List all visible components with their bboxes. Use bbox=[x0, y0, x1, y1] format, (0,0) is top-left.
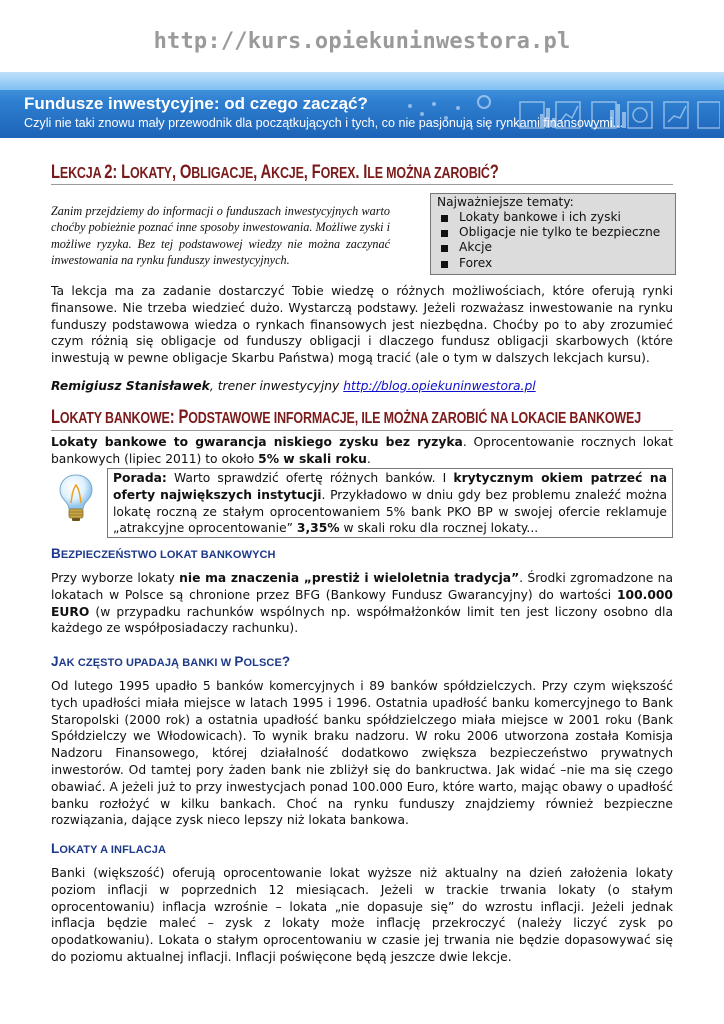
title-capital: , A bbox=[253, 162, 272, 183]
banner-strip bbox=[0, 72, 724, 90]
topic-item: Forex bbox=[437, 256, 669, 271]
title-smallcaps: OREX bbox=[320, 165, 356, 182]
section-title-rule bbox=[51, 430, 673, 431]
deposits-lead-rate: 5% w skali roku bbox=[258, 451, 367, 466]
author-signature bbox=[51, 379, 536, 393]
author-role: , trener inwestycyjny bbox=[209, 379, 344, 393]
tip-label: Porada: bbox=[113, 471, 167, 485]
inflation-paragraph: Banki (większość) oferują oprocentowanie lokat wyższe niż aktualny na dzień założenia lokaty poziom inflacji w poprzednich 12 miesiącach. Jeżeli w trackie trwania lokaty (o stałym oprocentowaniu) inflacja wzrośnie – lokata „nie dopasuje się” do wzrostu inflacji. Jeżeli jednak inflacja będzie maleć – zysk z lokaty może inflację przekroczyć (należy liczyć zysk po opodatkowaniu). Lokata o stałym oprocentowaniu w czasie jej trwania nie będzie dopasowywać się do poziomu aktualnej inflacji. Inflacji poświęcone będą jeszcze dwie lekcje. bbox=[51, 866, 673, 964]
title-capital: B bbox=[51, 546, 61, 561]
title-smallcaps: EKCJA bbox=[59, 165, 105, 182]
section-title-deposits bbox=[51, 407, 641, 429]
title-smallcaps: OKATY bbox=[129, 165, 172, 182]
lesson-title-rule bbox=[51, 184, 673, 185]
deposits-lead-end: . bbox=[366, 451, 371, 466]
safety-text: (w przypadku rachunków wspólnych np. współmałżonków limit ten jest liczony osobno dla każdego ze współposiadaczy rachunku). bbox=[51, 604, 673, 636]
title-capital: : P bbox=[169, 407, 189, 428]
tip-bold: krytycznym okiem patrzeć na oferty największych instytucji bbox=[113, 471, 667, 502]
title-smallcaps: ODSTAWOWE INFORMACJE, ILE MOŻNA ZAROBIĆ NA LOKACIE BANKOWEJ bbox=[188, 410, 641, 427]
title-capital: L bbox=[51, 407, 60, 428]
title-capital: 2: L bbox=[104, 162, 130, 183]
deposits-lead-text: . Oprocentowanie rocznych lokat bankowych (lipiec 2011) to około bbox=[51, 435, 673, 466]
topic-item: Lokaty bankowe i ich zyski bbox=[437, 210, 669, 225]
topic-item: Akcje bbox=[437, 240, 669, 255]
safety-text: Przy wyborze lokaty bbox=[51, 571, 180, 585]
topic-item: Obligacje nie tylko te bezpieczne bbox=[437, 225, 669, 240]
safety-limit: 100.000 EURO bbox=[51, 587, 673, 619]
title-capital: . I bbox=[355, 162, 368, 183]
title-smallcaps: LE MOŻNA ZAROBIĆ bbox=[367, 165, 490, 182]
topics-title: Najważniejsze tematy: bbox=[437, 195, 574, 209]
title-capital: ? bbox=[281, 654, 291, 669]
safety-bold: nie ma znaczenia „prestiż i wieloletnia tradycja” bbox=[179, 571, 520, 585]
author-name: Remigiusz Stanisławek bbox=[51, 379, 210, 393]
title-capital: L bbox=[51, 841, 60, 856]
title-capital: , O bbox=[171, 162, 192, 183]
tip-rate: 3,35% bbox=[296, 521, 340, 536]
safety-paragraph bbox=[51, 570, 673, 637]
tip-text: . Przykładowo w dniu gdy bez problemu znaleźć można lokatę roczną ze stałym oprocentowaniem 5% bank PKO BP w swojej ofercie reklamuje „atrakcyjne oprocentowanie” bbox=[113, 487, 668, 536]
course-banner bbox=[0, 72, 724, 138]
title-smallcaps: OKATY A INFLACJA bbox=[59, 844, 167, 856]
topics-box bbox=[430, 193, 676, 275]
lesson-intro: Zanim przejdziemy do informacji o funduszach inwestycyjnych warto choćby pobieżnie poznać inne sposoby inwestowania. Możliwe zyski i możliwe ryzyka. Bez tej podstawowej wiedzy nie można zaczynać inwestowania na rynku funduszy inwestycyjnych. bbox=[51, 204, 390, 268]
lightbulb-icon bbox=[58, 473, 94, 523]
title-smallcaps: OLSCE bbox=[243, 657, 282, 669]
banner-decoration-icon bbox=[380, 92, 720, 138]
site-url: http://kurs.opiekuninwestora.pl bbox=[153, 29, 571, 54]
deposits-lead bbox=[51, 434, 673, 468]
bank-failures-paragraph: Od lutego 1995 upadło 5 banków komercyjnych i 89 banków spółdzielczych. Przy czym większość tych upadłości miała miejsce w latach 1995 i 1996. Ostatnia upadłość banku komercyjnego to Bank Staropolski (2000 rok) a ostatnia upadłość banku spółdzielczego miała miejsce w 2001 roku (Bank Spółdzielczy we Włodowicach). To wynik braku nadzoru. W roku 2006 utworzona została Komisja Nadzoru Finansowego, której działalność dodatkowo zwiększa bezpieczeństwo prywatnych inwestorów. Od tamtej pory żaden bank nie zbliżył się do bankructwa. Jak widać –nie ma się czego obawiać. A jeżeli już to przy inwestycjach ponad 100.000 Euro, które warto, mając obawy o upadłość banku rozłożyć w kilku bankach. Choć na rynku funduszy znajdziemy również bezpieczne rozwiązania, dające zysk nieco lepszy niż lokata bankowa. bbox=[51, 679, 673, 828]
topics-list bbox=[437, 210, 669, 271]
lesson-title bbox=[51, 162, 499, 184]
deposits-lead-bold: Lokaty bankowe to gwarancja niskiego zysku bez ryzyka bbox=[51, 435, 463, 449]
title-capital: P bbox=[234, 654, 244, 669]
lesson-paragraph: Ta lekcja ma za zadanie dostarczyć Tobie wiedzę o różnych możliwościach, które oferują rynki finansowe. Nie trzeba wiedzieć dużo. Wystarczą podstawy. Jeżeli rozważasz inwestowanie na rynku funduszy podstawowa wiedza o rynkach finansowych jest niezbędna. Choćby po to aby zrozumieć czym różnią się obligacje od funduszy obligacji i dlaczego fundusz obligacji skarbowych (które inwestują w pewne obligacje Skarbu Państwa) mogą tracić (ale o tym w dalszych lekcjach kursu). bbox=[51, 284, 673, 366]
author-blog-link[interactable]: http://blog.opiekuninwestora.pl bbox=[343, 379, 536, 393]
safety-text: . Środki zgromadzone na lokatach w Polsce są chronione przez BFG (Bankowy Fundusz Gwarancyjny) do wartości bbox=[51, 571, 674, 602]
title-smallcaps: AK CZĘSTO UPADAJĄ BANKI W bbox=[58, 657, 235, 669]
title-capital: J bbox=[51, 654, 59, 669]
title-capital: ? bbox=[489, 162, 499, 183]
tip-text: w skali roku dla rocznej lokaty... bbox=[339, 521, 539, 536]
banner-subtitle: Czyli nie taki znowu mały przewodnik dla początkujących i tych, co nie pasjonują się rynkami finansowymi... bbox=[24, 116, 624, 130]
title-smallcaps: BLIGACJE bbox=[191, 165, 254, 182]
title-smallcaps: KCJE bbox=[271, 165, 304, 182]
tip-text: Warto sprawdzić ofertę różnych banków. I bbox=[166, 471, 454, 485]
title-smallcaps: EZPIECZEŃSTWO LOKAT BANKOWYCH bbox=[60, 549, 276, 561]
subsection-title-inflation bbox=[51, 841, 166, 856]
title-capital: , F bbox=[303, 162, 321, 183]
tip-box bbox=[107, 468, 673, 538]
subsection-title-safety bbox=[51, 546, 276, 561]
title-capital: L bbox=[51, 162, 60, 183]
banner-title: Fundusze inwestycyjne: od czego zacząć? bbox=[24, 94, 368, 113]
subsection-title-bank-failures bbox=[51, 654, 290, 669]
title-smallcaps: OKATY BANKOWE bbox=[59, 410, 170, 427]
